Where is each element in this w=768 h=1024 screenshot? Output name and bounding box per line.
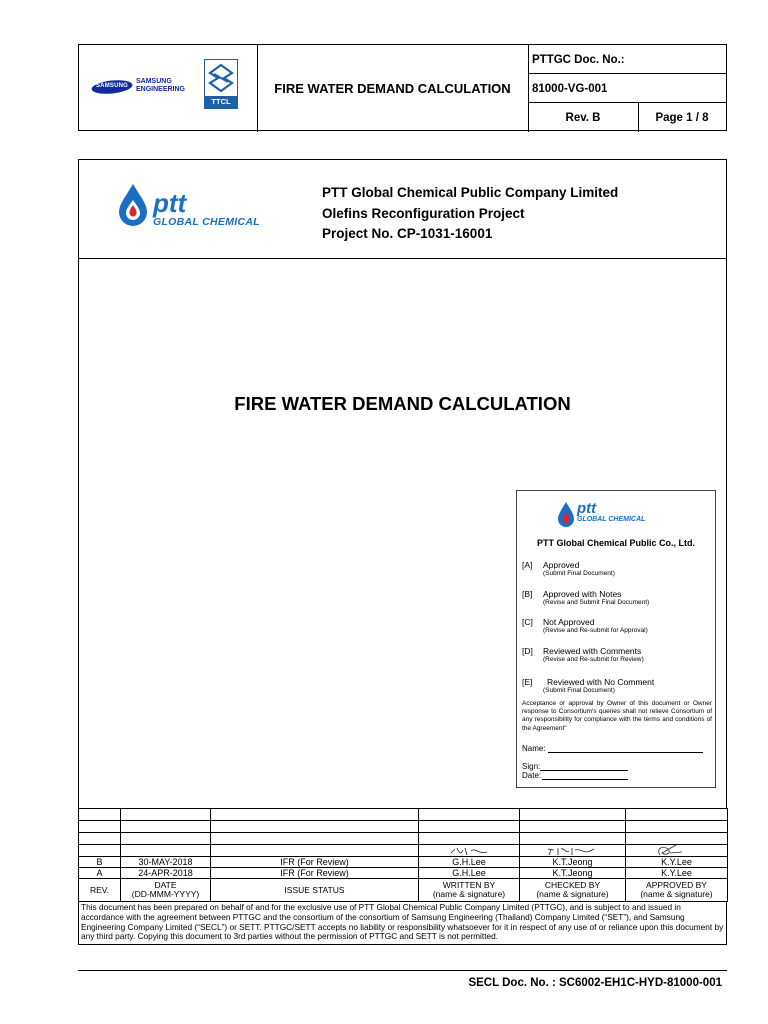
header-block bbox=[78, 44, 727, 131]
date-header-label: DATE bbox=[154, 880, 177, 890]
ttcl-logo bbox=[204, 59, 238, 109]
ptt-logo-wordmark: ptt bbox=[153, 188, 187, 218]
approved-cell: K.Y.Lee bbox=[626, 868, 728, 879]
revision-row bbox=[79, 868, 728, 879]
written-cell: G.H.Lee bbox=[419, 868, 520, 879]
stamp-global-chemical-wordmark: GLOBAL CHEMICAL bbox=[577, 516, 646, 523]
date-header-format: (DD-MMM-YYYY) bbox=[131, 889, 200, 899]
stamp-ptt-drop-icon bbox=[556, 501, 576, 528]
header-doc-info bbox=[528, 45, 728, 132]
stamp-company: PTT Global Chemical Public Co., Ltd. bbox=[536, 538, 695, 548]
page-indicator: Page 1 / 8 bbox=[655, 111, 709, 124]
approved-header bbox=[626, 879, 728, 902]
header-logos bbox=[79, 45, 258, 132]
project-number: Project No. CP-1031-16001 bbox=[322, 226, 493, 241]
stamp-option-e-sub: (Submit Final Document) bbox=[543, 687, 615, 694]
checked-cell: K.T.Jeong bbox=[520, 868, 626, 879]
checked-header-sub: (name & signature) bbox=[536, 889, 609, 899]
revision-row-empty bbox=[79, 809, 728, 821]
stamp-option-e-label: Reviewed with No Comment bbox=[547, 677, 655, 687]
signature-row bbox=[79, 845, 728, 857]
ttcl-emblem-icon bbox=[208, 63, 234, 93]
samsung-engineering-logo bbox=[136, 78, 185, 94]
stamp-name-label: Name: bbox=[522, 744, 546, 753]
engineering-logo-line1: SAMSUNG bbox=[136, 78, 172, 85]
written-header-sub: (name & signature) bbox=[432, 889, 506, 899]
rev-cell: A bbox=[79, 868, 121, 879]
written-cell: G.H.Lee bbox=[419, 857, 520, 868]
stamp-option-c-label: Not Approved bbox=[543, 617, 595, 627]
status-header: ISSUE STATUS bbox=[211, 879, 419, 902]
stamp-option-b-code: [B] bbox=[522, 589, 533, 599]
date-cell: 30-MAY-2018 bbox=[121, 857, 211, 868]
stamp-name-line bbox=[548, 752, 703, 753]
project-name: Olefins Reconfiguration Project bbox=[322, 206, 525, 221]
cover-body bbox=[78, 159, 727, 809]
date-header bbox=[121, 879, 211, 902]
company-name: PTT Global Chemical Public Company Limited bbox=[322, 185, 619, 200]
revision-label: Rev. B bbox=[528, 103, 639, 132]
approved-cell: K.Y.Lee bbox=[626, 857, 728, 868]
stamp-sign-line bbox=[540, 770, 628, 771]
project-band bbox=[79, 160, 726, 259]
stamp-option-b-sub: (Revise and Submit Final Document) bbox=[543, 599, 650, 606]
revision-table bbox=[78, 808, 728, 902]
revision-row-empty bbox=[79, 833, 728, 845]
rev-header: REV. bbox=[79, 879, 121, 902]
approved-signature bbox=[626, 845, 728, 857]
doc-no-value: 81000-VG-001 bbox=[528, 74, 726, 103]
stamp-option-c-sub: (Revise and Re-submit for Approval) bbox=[543, 627, 648, 634]
status-cell: IFR (For Review) bbox=[211, 857, 419, 868]
ptt-drop-logo-icon bbox=[116, 182, 150, 228]
stamp-ptt-wordmark: ptt bbox=[577, 500, 597, 517]
footer-divider bbox=[78, 970, 727, 971]
approved-signature-scribble-icon bbox=[652, 845, 692, 857]
stamp-option-c-code: [C] bbox=[522, 617, 533, 627]
date-cell: 24-APR-2018 bbox=[121, 868, 211, 879]
revision-row bbox=[79, 857, 728, 868]
samsung-logo-text: SAMSUNG bbox=[95, 83, 129, 89]
global-chemical-wordmark: GLOBAL CHEMICAL bbox=[153, 216, 260, 228]
approval-stamp bbox=[516, 490, 716, 788]
stamp-option-a-code: [A] bbox=[522, 560, 533, 570]
approved-header-sub: (name & signature) bbox=[640, 889, 713, 899]
checked-signature-scribble-icon bbox=[544, 845, 604, 857]
stamp-option-d-sub: (Revise and Re-submit for Review) bbox=[543, 656, 644, 663]
confidentiality-disclaimer: This document has been prepared on behalf of and for the exclusive use of PTT Global Chemical Public Company Limited (PTTGC), and is subject to and issued in accordance with the agreement between PTTGC and the consortium of the consortium of Samsung Engineering (Thailand) Company Limited (“SET”), and Samsung Engineering Company Limited (“SECL”) or SETT. PTTGC/SETT accepts no liability or responsibility whatsoever for it in respect of any use of or reliance upon this document by any third party. Copying this document to 3rd parties without the permission of PTTGC and SETT is not permitted. bbox=[78, 902, 727, 945]
written-signature bbox=[419, 845, 520, 857]
stamp-date-line bbox=[542, 779, 628, 780]
approved-header-label: APPROVED BY bbox=[646, 880, 707, 890]
rev-cell: B bbox=[79, 857, 121, 868]
stamp-disclaimer: Acceptance or approval by Owner of this document or Owner response to Consortium's queries shall not relieve Consortium of any responsibility for compliance with the terms and conditions of the Agreement" bbox=[522, 700, 712, 732]
checked-signature bbox=[520, 845, 626, 857]
stamp-option-a-sub: (Submit Final Document) bbox=[543, 570, 615, 577]
stamp-date-label: Date: bbox=[522, 771, 542, 780]
revision-row-empty bbox=[79, 821, 728, 833]
ttcl-logo-text: TTCL bbox=[205, 96, 237, 108]
written-header-label: WRITTEN BY bbox=[442, 880, 496, 890]
stamp-option-d-label: Reviewed with Comments bbox=[543, 646, 642, 656]
stamp-sign-label: Sign: bbox=[522, 762, 541, 771]
stamp-option-b-label: Approved with Notes bbox=[543, 589, 622, 599]
engineering-logo-line2: ENGINEERING bbox=[136, 86, 186, 93]
written-header bbox=[419, 879, 520, 902]
doc-no-label: PTTGC Doc. No.: bbox=[528, 45, 726, 74]
checked-header bbox=[520, 879, 626, 902]
checked-cell: K.T.Jeong bbox=[520, 857, 626, 868]
stamp-option-d-code: [D] bbox=[522, 646, 533, 656]
stamp-option-a-label: Approved bbox=[543, 560, 580, 570]
revision-header-row bbox=[79, 879, 728, 902]
header-title: FIRE WATER DEMAND CALCULATION bbox=[257, 45, 529, 132]
checked-header-label: CHECKED BY bbox=[544, 880, 601, 890]
stamp-option-e-code: [E] bbox=[522, 677, 533, 687]
status-cell: IFR (For Review) bbox=[211, 868, 419, 879]
document-title: FIRE WATER DEMAND CALCULATION bbox=[234, 393, 571, 414]
secl-doc-number: SECL Doc. No. : SC6002-EH1C-HYD-81000-001 bbox=[468, 977, 722, 989]
written-signature-scribble-icon bbox=[447, 845, 497, 857]
